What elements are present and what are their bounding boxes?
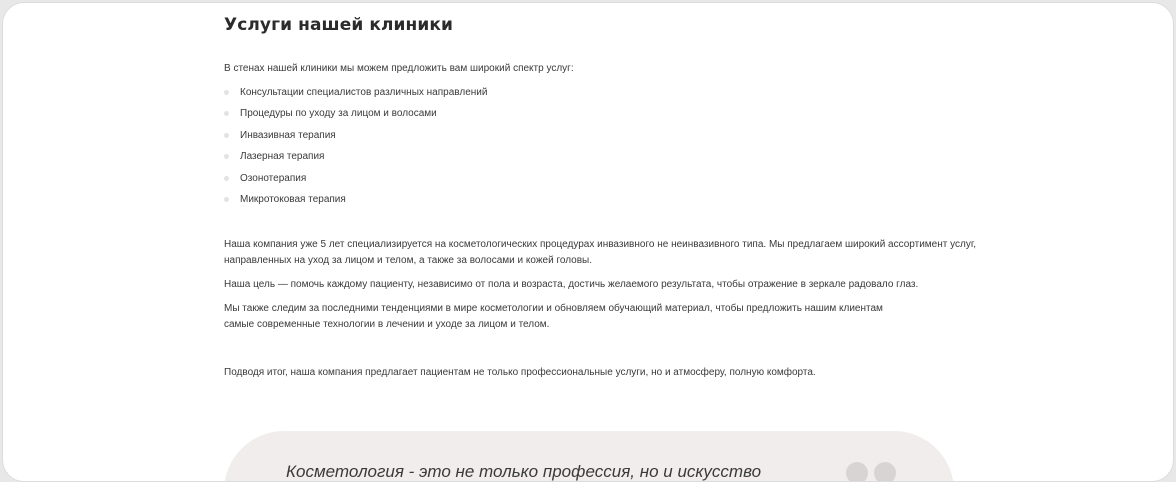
quote-text: Косметология - это не только профессия, но и искусство xyxy=(286,462,762,481)
paragraph-goal: Наша цель — помочь каждому пациенту, независимо от пола и возраста, достичь желаемого результата, чтобы отражение в зеркале радовало глаз. xyxy=(224,279,919,290)
paragraph-summary: Подводя итог, наша компания предлагает пациентам не только профессиональные услуги, но и атмосферу, полную комфорта. xyxy=(224,367,816,378)
list-item xyxy=(224,171,487,192)
service-label: Инвазивная терапия xyxy=(240,129,336,141)
paragraph-line: самые современные технологии в лечении и уходе за лицом и телом. xyxy=(224,318,550,330)
service-label: Консультации специалистов различных направлений xyxy=(240,87,488,98)
service-label: Озонотерапия xyxy=(240,172,307,184)
bullet-icon xyxy=(224,133,229,138)
bullet-icon xyxy=(224,154,229,159)
bullet-icon xyxy=(224,90,229,95)
service-label: Микротоковая терапия xyxy=(240,193,346,205)
quote-marks-icon xyxy=(846,462,898,482)
service-label: Лазерная терапия xyxy=(240,151,325,163)
paragraph-line: Наша компания уже 5 лет специализируется на косметологических процедурах инвазивного не неинвазивного типа. Мы предлагаем широкий ассортимент услуг, xyxy=(224,239,977,250)
page-frame xyxy=(2,2,1174,482)
paragraph-line: направленных на уход за лицом и телом, а также за волосами и кожей головы. xyxy=(224,254,593,266)
bullet-icon xyxy=(224,111,229,116)
bullet-icon xyxy=(224,197,229,202)
quote-card xyxy=(224,431,954,482)
section-title: Услуги нашей клиники xyxy=(224,15,454,35)
list-item xyxy=(224,149,487,170)
list-item xyxy=(224,192,487,213)
paragraph-line: Мы также следим за последними тенденциями в мире косметологии и обновляем обучающий материал, чтобы предложить нашим клиентам xyxy=(224,303,883,314)
list-item xyxy=(224,128,487,149)
service-label: Процедуры по уходу за лицом и волосами xyxy=(240,108,437,120)
list-item xyxy=(224,85,487,106)
paragraph-experience xyxy=(224,237,977,268)
bullet-icon xyxy=(224,176,229,181)
paragraph-trends xyxy=(224,301,884,332)
list-item xyxy=(224,106,487,127)
services-list xyxy=(224,85,487,213)
intro-text: В стенах нашей клиники мы можем предложить вам широкий спектр услуг: xyxy=(224,63,574,74)
